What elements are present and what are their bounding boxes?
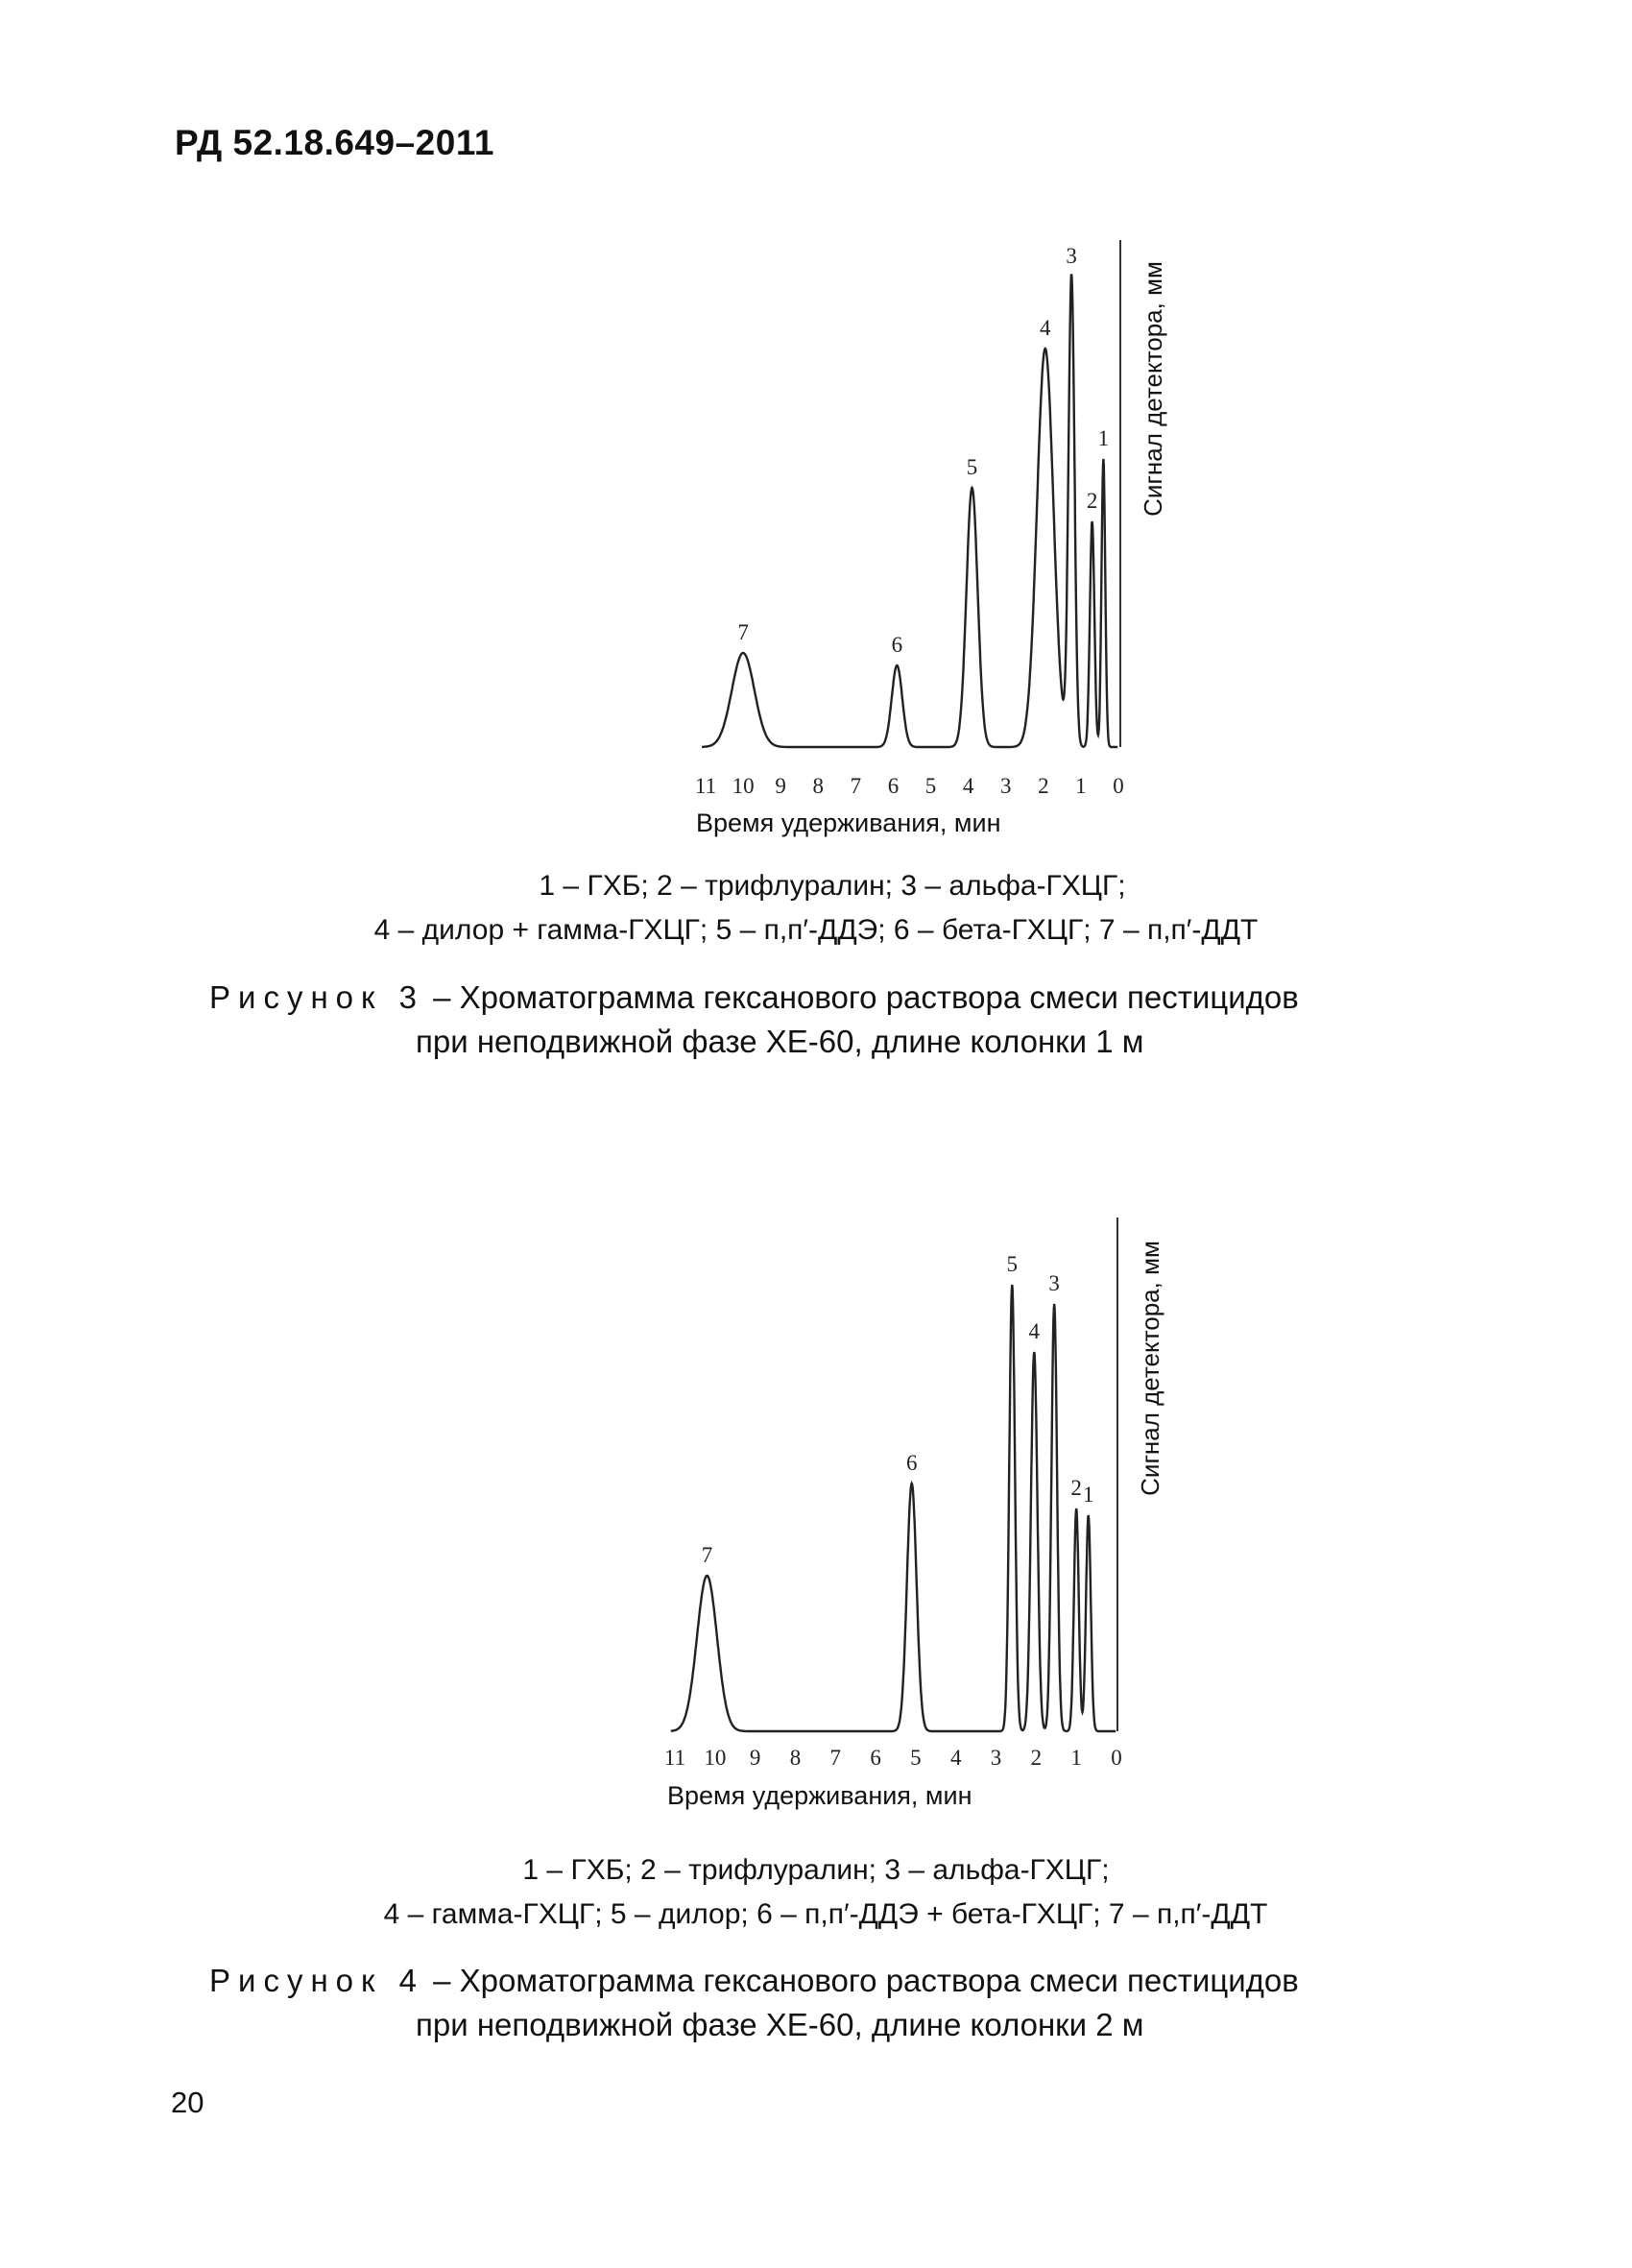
peak-label: 3 (1066, 244, 1077, 268)
peak-label: 5 (1006, 1252, 1019, 1276)
caption-text: – Хроматограмма гексанового раствора смеси пестицидов (423, 1963, 1299, 1998)
x-tick-label: 5 (924, 774, 937, 798)
x-tick-label: 9 (775, 774, 786, 798)
x-tick-label: 11 (694, 774, 717, 798)
caption-lead: Рисунок 4 (209, 1963, 424, 1998)
peak-label: 6 (905, 1451, 918, 1475)
x-tick-label: 0 (1111, 1746, 1122, 1770)
document-header: РД 52.18.649–2011 (175, 123, 494, 162)
caption-text: – Хроматограмма гексанового раствора смеси пестицидов (423, 979, 1299, 1015)
signal-trace (671, 1285, 1116, 1731)
peak-label: 4 (1028, 1319, 1041, 1343)
x-tick-label: 7 (850, 774, 862, 798)
x-tick-label: 2 (1038, 774, 1049, 798)
x-tick-label: 3 (999, 774, 1012, 798)
caption-text: при неподвижной фазе ХЕ-60, длине колонки 2 м (416, 2007, 1144, 2042)
figure-caption (209, 1959, 1299, 2047)
x-tick-label: 10 (704, 1746, 727, 1770)
peak-label: 7 (701, 1543, 713, 1567)
x-tick-label: 10 (732, 774, 755, 798)
figure-legend (0, 1848, 1632, 1937)
peak-label: 2 (1070, 1476, 1082, 1500)
legend-line: 1 – ГХБ; 2 – трифлуралин; 3 – альфа-ГХЦГ; (539, 870, 1126, 902)
peak-label: 5 (966, 455, 978, 479)
peak-label: 1 (1082, 1483, 1094, 1507)
x-tick-label: 3 (990, 1746, 1002, 1770)
caption-lead: Рисунок 3 (209, 979, 424, 1015)
peak-label: 7 (737, 620, 749, 644)
x-tick-label: 8 (789, 1746, 802, 1770)
peak-label: 1 (1097, 426, 1110, 450)
legend-line: 4 – гамма-ГХЦГ; 5 – дилор; 6 – п,п′-ДДЭ + бета-ГХЦГ; 7 – п,п′-ДДТ (383, 1898, 1268, 1930)
x-tick-label: 4 (949, 1746, 962, 1770)
x-tick-label: 2 (1030, 1746, 1043, 1770)
x-tick-label: 9 (749, 1746, 761, 1770)
caption-text: при неподвижной фазе ХЕ-60, длине колонки 1 м (416, 1024, 1144, 1059)
x-axis-label: Время удерживания, мин (667, 1781, 972, 1810)
figure-caption (209, 976, 1299, 1064)
peak-label: 4 (1040, 316, 1051, 340)
x-tick-label: 4 (962, 774, 974, 798)
x-tick-label: 6 (887, 774, 900, 798)
signal-trace (702, 274, 1117, 747)
x-tick-label: 7 (829, 1746, 842, 1770)
y-axis-label: Сигнал детектора, мм (1136, 1241, 1164, 1496)
x-axis-label: Время удерживания, мин (696, 808, 1001, 837)
x-tick-label: 8 (812, 774, 825, 798)
legend-line: 4 – дилор + гамма-ГХЦГ; 5 – п,п′-ДДЭ; 6 – бета-ГХЦГ; 7 – п,п′-ДДТ (373, 914, 1259, 946)
figure-legend (0, 864, 1632, 953)
x-tick-label: 11 (663, 1746, 686, 1770)
x-tick-label: 6 (870, 1746, 881, 1770)
peak-label: 2 (1086, 489, 1098, 513)
peak-label: 6 (891, 633, 903, 657)
page-number: 20 (171, 2086, 204, 2119)
x-tick-label: 0 (1113, 774, 1124, 798)
x-tick-label: 5 (910, 1746, 922, 1770)
peak-label: 3 (1048, 1271, 1060, 1295)
y-axis-label: Сигнал детектора, мм (1139, 261, 1167, 517)
x-tick-label: 1 (1070, 1746, 1082, 1770)
legend-line: 1 – ГХБ; 2 – трифлуралин; 3 – альфа-ГХЦГ; (522, 1854, 1110, 1886)
x-tick-label: 1 (1075, 774, 1087, 798)
